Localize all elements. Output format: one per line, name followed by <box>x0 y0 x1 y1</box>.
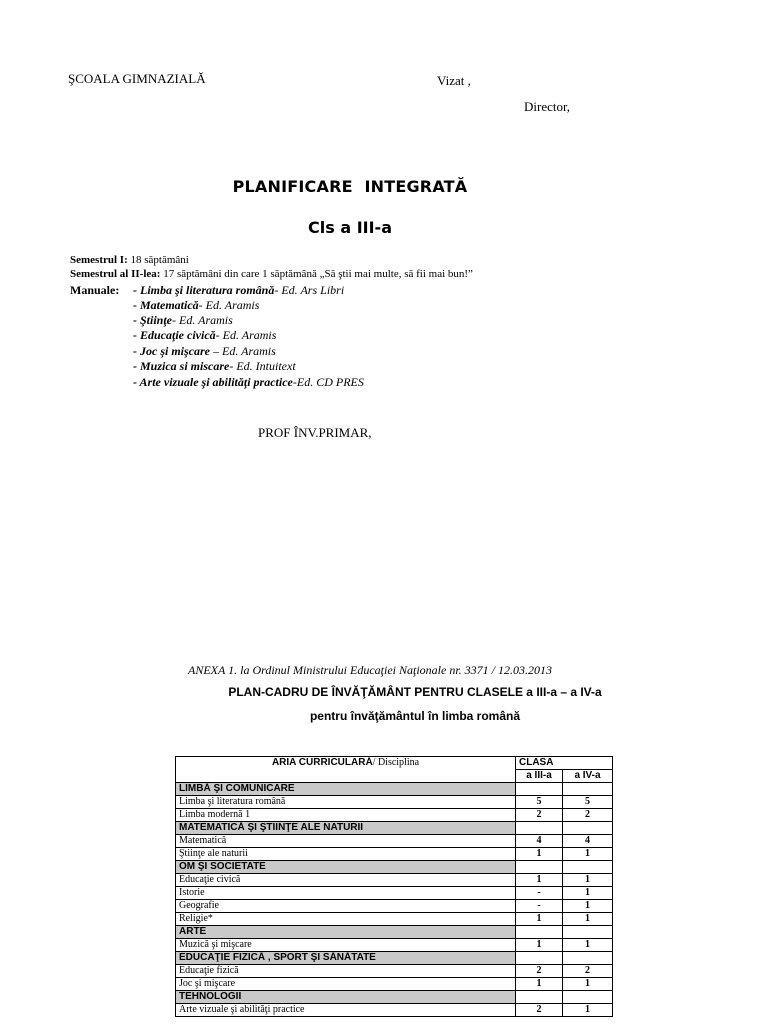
area-name: LIMBĂ ŞI COMUNICARE <box>176 783 516 796</box>
area-name: MATEMATICĂ ŞI ŞTIINŢE ALE NATURII <box>176 822 516 835</box>
semester-1-text: 18 săptămâni <box>127 254 189 266</box>
hours-class-iv: 1 <box>563 848 613 861</box>
hours-class-iii: 2 <box>516 965 563 978</box>
discipline-name: Limba modernă 1 <box>176 809 516 822</box>
manual-publisher: - Ed. Aramis <box>198 298 260 312</box>
hours-class-iii: 1 <box>516 874 563 887</box>
area-name: OM ŞI SOCIETATE <box>176 861 516 874</box>
area-blank-cell <box>516 926 563 939</box>
manual-publisher: – Ed. Aramis <box>210 344 276 358</box>
table-row <box>176 809 613 822</box>
area-name: ARTE <box>176 926 516 939</box>
hours-class-iv: 5 <box>563 796 613 809</box>
area-blank-cell <box>563 952 613 965</box>
manuals-label: Manuale: <box>70 283 120 297</box>
hours-class-iii: 1 <box>516 848 563 861</box>
plan-title: PLAN-CADRU DE ÎNVĂŢĂMÂNT PENTRU CLASELE a III-a – a IV-a <box>228 685 602 699</box>
manual-subject: - Matematică <box>133 298 199 312</box>
hours-class-iii: 1 <box>516 978 563 991</box>
hours-class-iv: 1 <box>563 978 613 991</box>
discipline-name: Religie* <box>176 913 516 926</box>
header-area-cell <box>176 757 516 783</box>
discipline-name: Educaţie civică <box>176 874 516 887</box>
discipline-name: Istorie <box>176 887 516 900</box>
semester-2-label: Semestrul al II-lea: <box>70 268 161 280</box>
table-area-row <box>176 926 613 939</box>
manual-subject: - Arte vizuale şi abilităţi practice <box>133 375 293 389</box>
table-row <box>176 796 613 809</box>
discipline-name: Educaţie fizică <box>176 965 516 978</box>
hours-class-iii: 2 <box>516 809 563 822</box>
manual-subject: - Joc şi mişcare <box>133 344 210 358</box>
hours-class-iv: 1 <box>563 900 613 913</box>
area-blank-cell <box>516 861 563 874</box>
area-blank-cell <box>516 822 563 835</box>
manual-item <box>133 313 233 328</box>
table-row <box>176 874 613 887</box>
area-blank-cell <box>516 783 563 796</box>
curriculum-table-body <box>176 757 613 1017</box>
area-blank-cell <box>563 991 613 1004</box>
manual-subject: - Educaţie civică <box>133 328 216 342</box>
table-row <box>176 848 613 861</box>
manual-publisher: - Ed. Ars Libri <box>274 283 345 297</box>
hours-class-iii: - <box>516 887 563 900</box>
manual-subject: - Muzica si miscare <box>133 359 230 373</box>
hours-class-iii: 2 <box>516 1004 563 1017</box>
area-blank-cell <box>516 991 563 1004</box>
table-row <box>176 835 613 848</box>
page-title-text: PLANIFICARE INTEGRATĂ <box>232 177 468 196</box>
table-row <box>176 978 613 991</box>
discipline-name: Geografie <box>176 900 516 913</box>
page-title <box>0 177 700 196</box>
annex-reference: ANEXA 1. la Ordinul Ministrului Educaţiei Naţionale nr. 3371 / 12.03.2013 <box>188 663 552 677</box>
table-area-row <box>176 822 613 835</box>
manual-subject: - Ştiinţe <box>133 313 173 327</box>
discipline-name: Muzică şi mişcare <box>176 939 516 952</box>
table-header-row <box>176 757 613 770</box>
discipline-name: Ştiinţe ale naturii <box>176 848 516 861</box>
semester-1 <box>70 254 189 266</box>
semester-2 <box>70 268 473 280</box>
header-class-iii: a III-a <box>516 770 563 783</box>
manual-publisher: - Ed. Intuitext <box>229 359 296 373</box>
semester-2-text: 17 săptămâni din care 1 săptămână „Să ştii mai multe, să fii mai bun!” <box>160 268 473 280</box>
area-blank-cell <box>516 952 563 965</box>
area-blank-cell <box>563 822 613 835</box>
teacher-label: PROF ÎNV.PRIMAR, <box>258 425 372 440</box>
table-row <box>176 939 613 952</box>
table-area-row <box>176 952 613 965</box>
hours-class-iii: 4 <box>516 835 563 848</box>
hours-class-iv: 2 <box>563 965 613 978</box>
hours-class-iv: 1 <box>563 939 613 952</box>
area-blank-cell <box>563 926 613 939</box>
discipline-name: Arte vizuale şi abilităţi practice <box>176 1004 516 1017</box>
curriculum-table <box>175 756 613 1017</box>
manual-item <box>133 344 276 359</box>
hours-class-iv: 4 <box>563 835 613 848</box>
vizat-label: Vizat , <box>437 73 471 88</box>
table-area-row <box>176 991 613 1004</box>
hours-class-iv: 1 <box>563 887 613 900</box>
discipline-name: Matematică <box>176 835 516 848</box>
table-row <box>176 1004 613 1017</box>
class-title: Cls a III-a <box>308 218 392 237</box>
area-blank-cell <box>563 861 613 874</box>
manual-item <box>133 375 364 390</box>
manual-publisher: - Ed. Aramis <box>215 328 277 342</box>
table-row <box>176 900 613 913</box>
header-class-iv: a IV-a <box>563 770 613 783</box>
area-name: TEHNOLOGII <box>176 991 516 1004</box>
hours-class-iv: 1 <box>563 913 613 926</box>
table-row <box>176 887 613 900</box>
hours-class-iv: 1 <box>563 1004 613 1017</box>
manual-item <box>133 328 276 343</box>
header-area: ARIA CURRICULARĂ <box>271 757 373 768</box>
hours-class-iii: 5 <box>516 796 563 809</box>
table-row <box>176 913 613 926</box>
school-name: ŞCOALA GIMNAZIALĂ <box>68 71 206 86</box>
area-name: EDUCAŢIE FIZICĂ , SPORT ŞI SĂNĂTATE <box>176 952 516 965</box>
header-discipline: / Disciplina <box>372 757 420 768</box>
semester-1-label: Semestrul I: <box>70 254 128 266</box>
hours-class-iii: 1 <box>516 913 563 926</box>
director-label: Director, <box>524 99 571 114</box>
hours-class-iv: 2 <box>563 809 613 822</box>
hours-class-iii: 1 <box>516 939 563 952</box>
manual-item <box>133 283 344 298</box>
hours-class-iv: 1 <box>563 874 613 887</box>
manual-item <box>133 359 296 374</box>
manual-subject: - Limba şi literatura română <box>133 283 275 297</box>
discipline-name: Limba şi literatura română <box>176 796 516 809</box>
table-area-row <box>176 861 613 874</box>
manual-publisher: - Ed. Aramis <box>172 313 233 327</box>
table-row <box>176 965 613 978</box>
discipline-name: Joc şi mişcare <box>176 978 516 991</box>
manual-item <box>133 298 259 313</box>
header-clasa: CLASA <box>516 757 613 770</box>
hours-class-iii: - <box>516 900 563 913</box>
area-blank-cell <box>563 783 613 796</box>
plan-subtitle: pentru învăţământul în limba română <box>309 709 521 723</box>
manual-publisher: -Ed. CD PRES <box>292 375 364 389</box>
table-area-row <box>176 783 613 796</box>
